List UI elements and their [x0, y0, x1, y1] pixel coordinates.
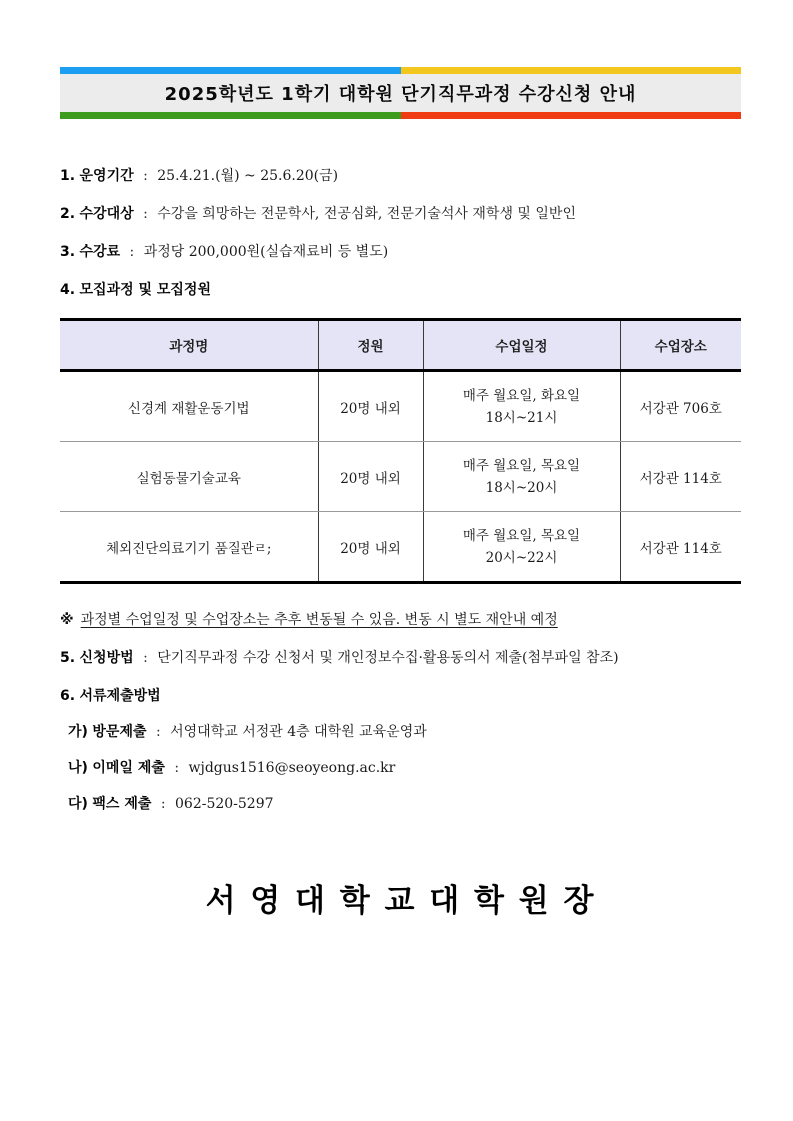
note-text: 과정별 수업일정 및 수업장소는 추후 변동될 수 있음. 변동 시 별도 재안내 예정 — [80, 612, 558, 628]
table-row — [60, 512, 741, 583]
document-title: 2025학년도 1학기 대학원 단기직무과정 수강신청 안내 — [164, 84, 637, 105]
item-separator: : — [143, 650, 148, 666]
schedule-cell — [423, 512, 620, 583]
sub-item-label: 이메일 제출 — [92, 760, 165, 776]
schedule-hours: 18시~20시 — [485, 479, 558, 496]
banner-bottom-bar — [60, 112, 741, 119]
sub-item-email-submission — [68, 760, 741, 777]
schedule-hours: 20시~22시 — [485, 549, 558, 566]
list-item-tuition — [60, 244, 741, 261]
item-separator: : — [143, 168, 148, 184]
column-header-course-name: 과정명 — [60, 320, 318, 371]
schedule-cell — [423, 442, 620, 512]
location-cell: 서강관 114호 — [620, 442, 741, 512]
item-label: 수강대상 — [79, 206, 134, 222]
banner-bar-red — [401, 112, 742, 119]
course-name-cell: 실험동물기술교육 — [60, 442, 318, 512]
sub-item-fax-submission — [68, 796, 741, 813]
item-text: 단기직무과정 수강 신청서 및 개인정보수집·활용동의서 제출(첨부파일 참조) — [157, 650, 619, 666]
location-cell: 서강관 114호 — [620, 512, 741, 583]
column-header-location: 수업장소 — [620, 320, 741, 371]
item-label: 모집과정 및 모집정원 — [79, 282, 211, 298]
schedule-days: 매주 월요일, 화요일 — [462, 387, 581, 404]
item-separator: : — [143, 206, 148, 222]
sub-item-separator: : — [174, 760, 180, 776]
schedule-days: 매주 월요일, 목요일 — [462, 527, 581, 544]
item-text: 수강을 희망하는 전문학사, 전공심화, 전문기술석사 재학생 및 일반인 — [157, 206, 576, 222]
item-label: 수강료 — [79, 244, 121, 260]
capacity-cell: 20명 내외 — [318, 442, 423, 512]
list-item-courses-heading — [60, 282, 741, 299]
item-label: 운영기간 — [79, 168, 134, 184]
banner-bar-green — [60, 112, 401, 119]
sub-item-label: 방문제출 — [92, 724, 147, 740]
sub-item-number: 다) — [68, 796, 88, 812]
list-item-submission-heading — [60, 688, 741, 705]
sub-item-separator: : — [160, 796, 166, 812]
course-name-cell: 신경계 재활운동기법 — [60, 371, 318, 442]
schedule-cell — [423, 371, 620, 442]
banner-body — [60, 74, 741, 112]
list-item-application-method — [60, 650, 741, 667]
item-number: 5. — [60, 650, 76, 666]
schedule-change-note — [60, 612, 741, 629]
table-header-row — [60, 320, 741, 371]
item-text: 과정당 200,000원(실습재료비 등 별도) — [143, 244, 389, 260]
item-number: 1. — [60, 168, 76, 184]
list-item-eligibility — [60, 206, 741, 223]
fax-number-text: 062-520-5297 — [175, 796, 274, 812]
banner-top-bar — [60, 67, 741, 74]
capacity-cell: 20명 내외 — [318, 512, 423, 583]
location-cell: 서강관 706호 — [620, 371, 741, 442]
sub-item-visit-submission — [68, 724, 741, 741]
issuer-signature: 서 영 대 학 교 대 학 원 장 — [205, 883, 596, 919]
column-header-schedule: 수업일정 — [423, 320, 620, 371]
table-row — [60, 371, 741, 442]
title-banner — [60, 67, 741, 119]
banner-bar-blue — [60, 67, 401, 74]
course-name-cell: 체외진단의료기기 품질관ㄹ; — [60, 512, 318, 583]
item-text: 25.4.21.(월) ~ 25.6.20(금) — [157, 168, 339, 184]
schedule-hours: 18시~21시 — [485, 409, 558, 426]
item-number: 6. — [60, 688, 76, 704]
reference-mark-icon: ※ — [60, 612, 74, 628]
sub-item-label: 팩스 제출 — [92, 796, 152, 812]
sub-item-separator: : — [155, 724, 161, 740]
item-number: 3. — [60, 244, 76, 260]
sub-item-number: 가) — [68, 724, 88, 740]
course-table — [60, 318, 741, 584]
banner-bar-yellow — [401, 67, 742, 74]
item-label: 신청방법 — [79, 650, 134, 666]
item-separator: : — [129, 244, 135, 260]
item-number: 4. — [60, 282, 76, 298]
column-header-capacity: 정원 — [318, 320, 423, 371]
schedule-days: 매주 월요일, 목요일 — [462, 457, 581, 474]
list-item-operation-period — [60, 168, 741, 185]
sub-item-text: 서영대학교 서정관 4층 대학원 교육운영과 — [170, 724, 427, 740]
sub-item-number: 나) — [68, 760, 88, 776]
email-address-text: wjdgus1516@seoyeong.ac.kr — [188, 760, 396, 776]
item-number: 2. — [60, 206, 76, 222]
item-label: 서류제출방법 — [79, 688, 161, 704]
table-row — [60, 442, 741, 512]
capacity-cell: 20명 내외 — [318, 371, 423, 442]
